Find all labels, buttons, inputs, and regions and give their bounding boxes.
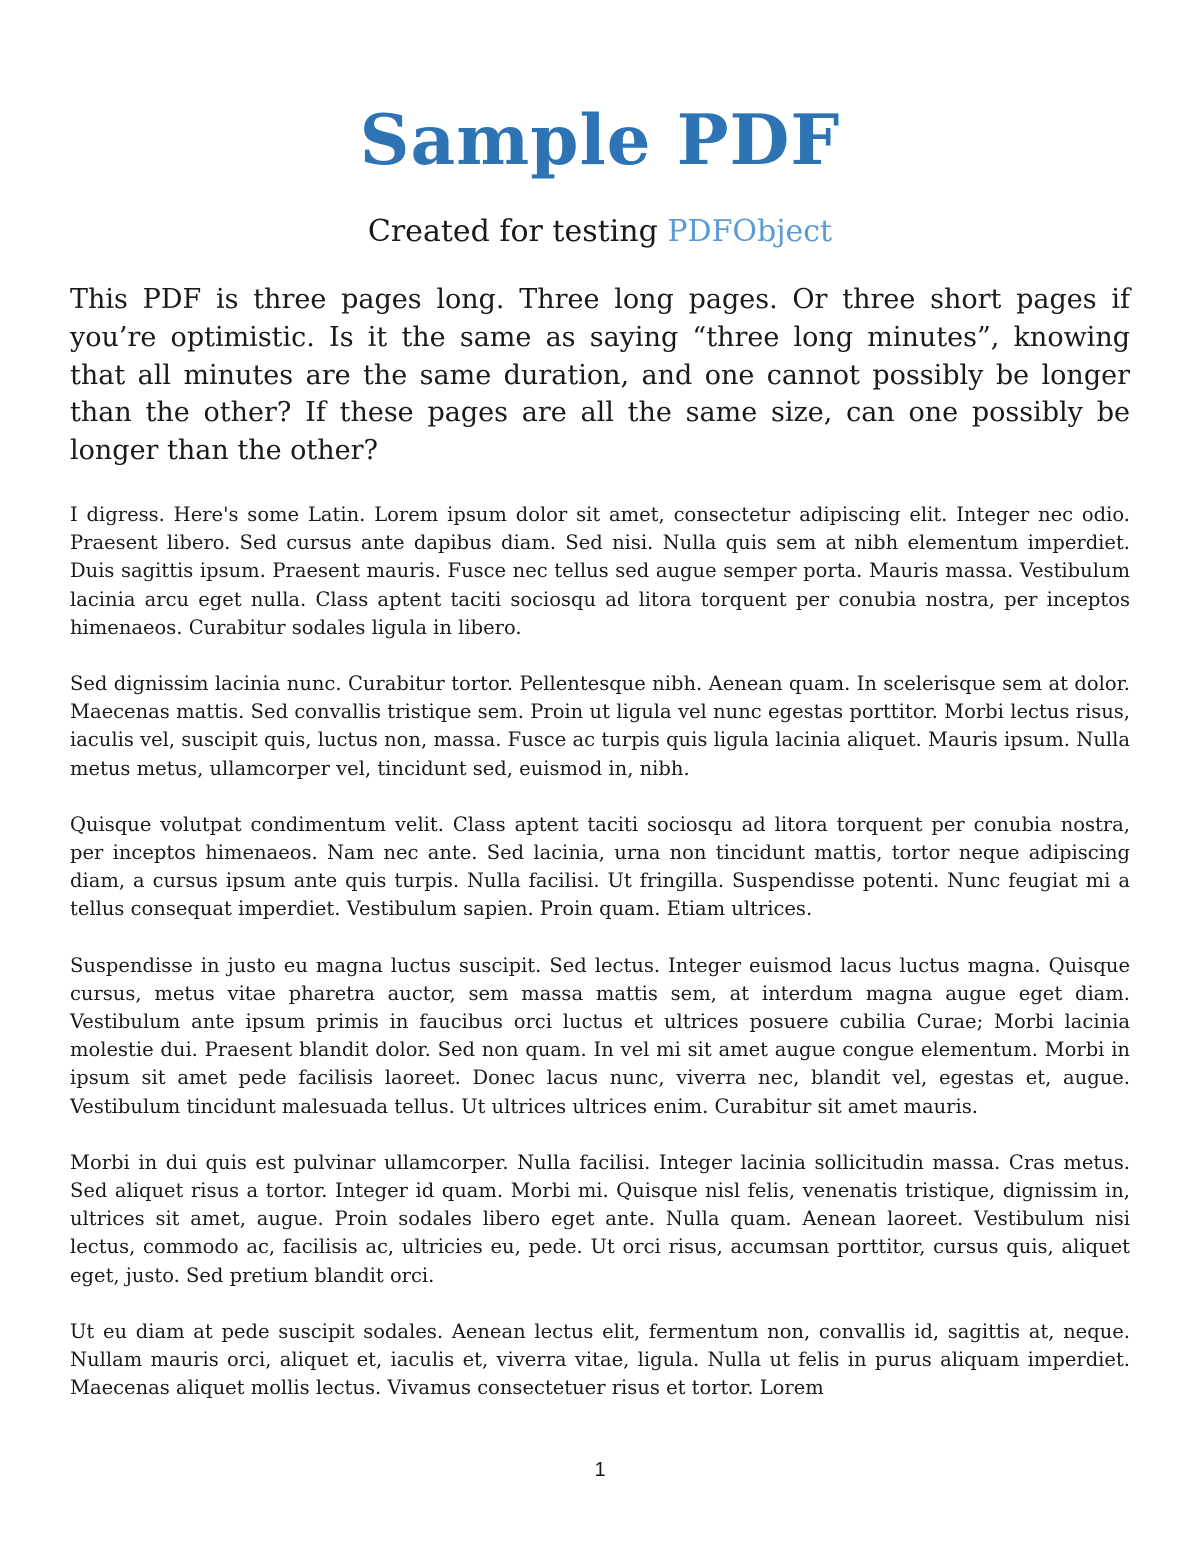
body-paragraph: Suspendisse in justo eu magna luctus suscipit. Sed lectus. Integer euismod lacus luctus magna. Quisque cursus, metus vitae pharetra auctor, sem massa mattis sem, at interdum magna augue eget diam. Vestibulum ante ipsum primis in faucibus orci luctus et ultrices posuere cubilia Curae; Morbi lacinia molestie dui. Praesent blandit dolor. Sed non quam. In vel mi sit amet augue congue elementum. Morbi in ipsum sit amet pede facilisis laoreet. Donec lacus nunc, viverra nec, blandit vel, egestas et, augue. Vestibulum tincidunt malesuada tellus. Ut ultrices ultrices enim. Curabitur sit amet mauris. — [70, 953, 1130, 1118]
pdfobject-link[interactable]: PDFObject — [667, 214, 833, 249]
subtitle-text: Created for testing — [367, 214, 668, 249]
page-number: 1 — [594, 1459, 606, 1481]
document-title: Sample PDF — [359, 100, 841, 181]
body-paragraph: Ut eu diam at pede suscipit sodales. Aenean lectus elit, fermentum non, convallis id, sagittis at, neque. Nullam mauris orci, aliquet et, iaculis et, viverra vitae, ligula. Nulla ut felis in purus aliquam imperdiet. Maecenas aliquet mollis lectus. Vivamus consectetuer risus et tortor. Lorem — [70, 1319, 1130, 1400]
body-paragraph: Sed dignissim lacinia nunc. Curabitur tortor. Pellentesque nibh. Aenean quam. In scelerisque sem at dolor. Maecenas mattis. Sed convallis tristique sem. Proin ut ligula vel nunc egestas porttitor. Morbi lectus risus, iaculis vel, suscipit quis, luctus non, massa. Fusce ac turpis quis ligula lacinia aliquet. Mauris ipsum. Nulla metus metus, ullamcorper vel, tincidunt sed, euismod in, nibh. — [70, 672, 1130, 780]
body-paragraph: Quisque volutpat condimentum velit. Class aptent taciti sociosqu ad litora torquent per conubia nostra, per inceptos himenaeos. Nam nec ante. Sed lacinia, urna non tincidunt mattis, tortor neque adipiscing diam, a cursus ipsum ante quis turpis. Nulla facilisi. Ut fringilla. Suspendisse potenti. Nunc feugiat mi a tellus consequat imperdiet. Vestibulum sapien. Proin quam. Etiam ultrices. — [70, 812, 1130, 921]
body-paragraph: Morbi in dui quis est pulvinar ullamcorper. Nulla facilisi. Integer lacinia sollicitudin massa. Cras metus. Sed aliquet risus a tortor. Integer id quam. Morbi mi. Quisque nisl felis, venenatis tristique, dignissim in, ultrices sit amet, augue. Proin sodales libero eget ante. Nulla quam. Aenean laoreet. Vestibulum nisi lectus, commodo ac, facilisis ac, ultricies eu, pede. Ut orci risus, accumsan porttitor, cursus quis, aliquet eget, justo. Sed pretium blandit orci. — [70, 1150, 1130, 1287]
body-paragraph: I digress. Here's some Latin. Lorem ipsum dolor sit amet, consectetur adipiscing elit. Integer nec odio. Praesent libero. Sed cursus ante dapibus diam. Sed nisi. Nulla quis sem at nibh elementum imperdiet. Duis sagittis ipsum. Praesent mauris. Fusce nec tellus sed augue semper porta. Mauris massa. Vestibulum lacinia arcu eget nulla. Class aptent taciti sociosqu ad litora torquent per conubia nostra, per inceptos himenaeos. Curabitur sodales ligula in libero. — [70, 502, 1130, 639]
document-subtitle — [0, 210, 1200, 254]
document-body — [70, 281, 1130, 1402]
intro-paragraph: This PDF is three pages long. Three long pages. Or three short pages if you’re optimistic. Is it the same as saying “three long minutes”, knowing that all minutes are the same duration, and one cannot possibly be longer than the other? If these pages are all the same size, can one possibly be longer than the other? — [70, 284, 1130, 467]
